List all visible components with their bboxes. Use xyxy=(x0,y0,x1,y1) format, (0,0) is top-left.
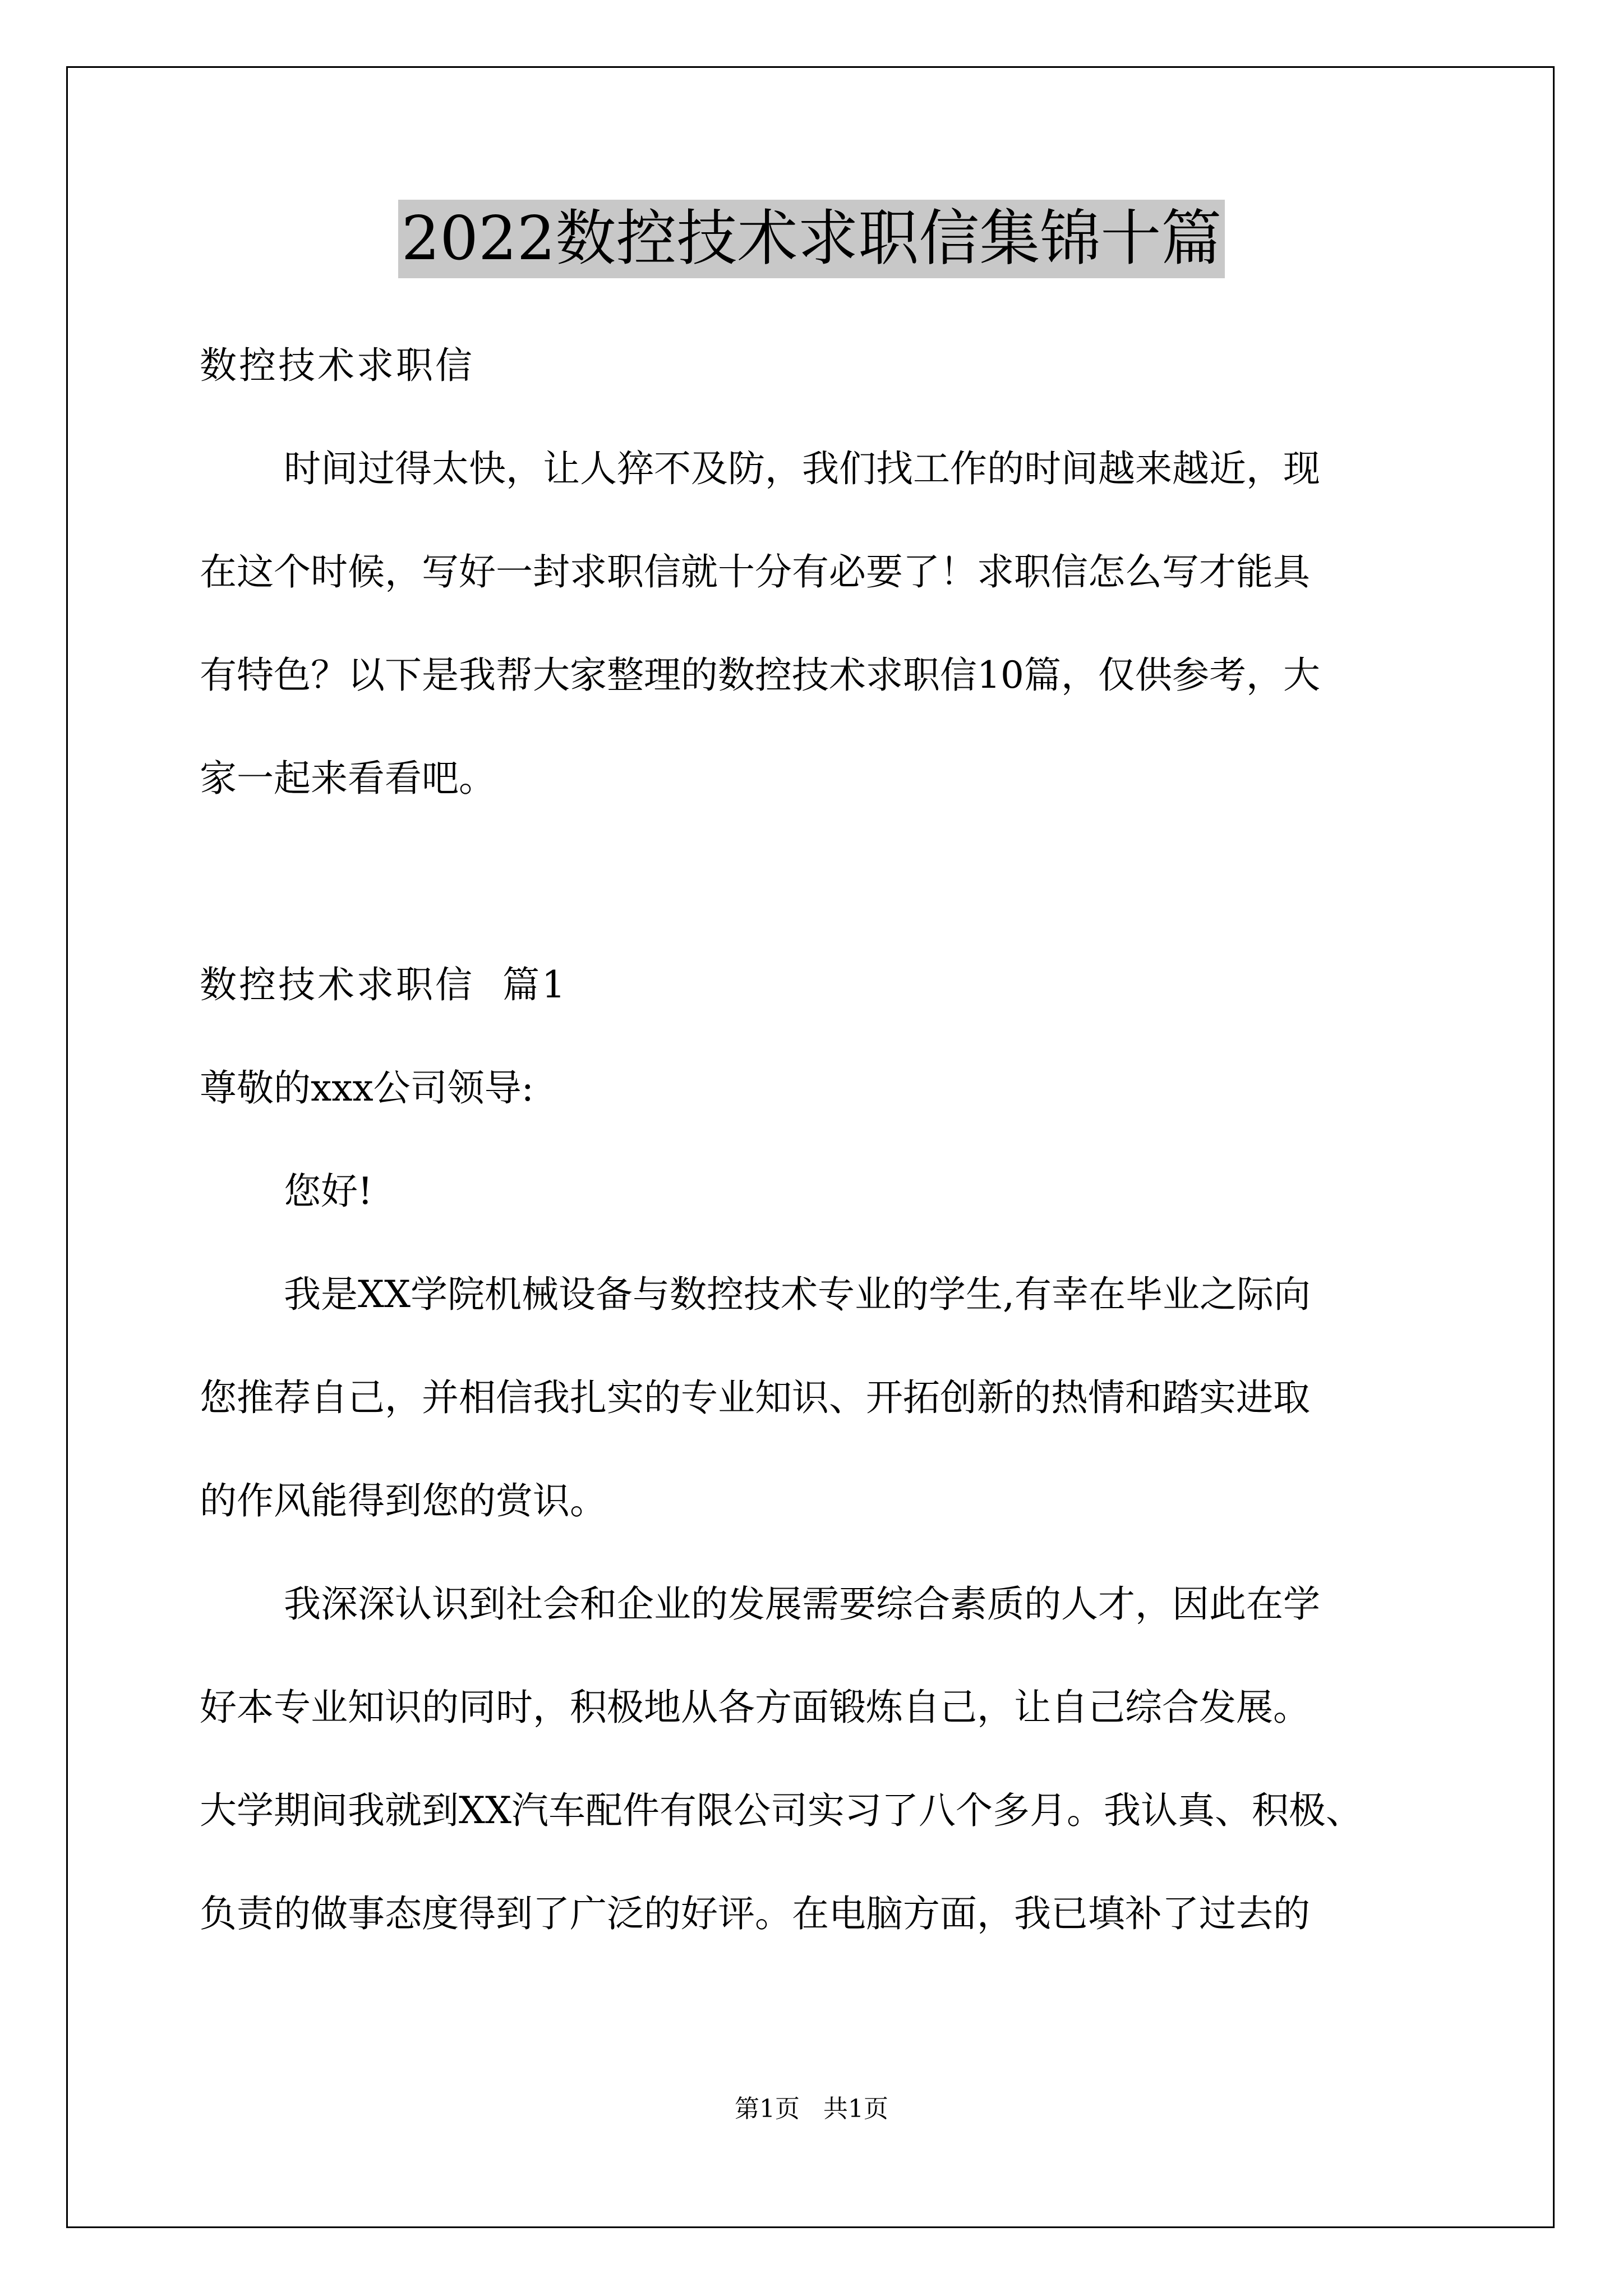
para2-line-4: 负责的做事态度得到了广泛的好评。在电脑方面，我已填补了过去的 xyxy=(200,1892,1310,1935)
page-footer: 第1页 共1页 xyxy=(735,2095,888,2123)
intro-line-2: 在这个时候，写好一封求职信就十分有必要了！求职信怎么写才能具 xyxy=(200,550,1310,593)
intro-line-1: 时间过得太快，让人猝不及防，我们找工作的时间越来越近，现 xyxy=(284,447,1320,490)
para2-line-3: 大学期间我就到XX汽车配件有限公司实习了八个多月。我认真、积极、 xyxy=(200,1789,1363,1832)
para2-line-2: 好本专业知识的同时，积极地从各方面锻炼自己，让自己综合发展。 xyxy=(200,1686,1310,1729)
para2-line-1: 我深深认识到社会和企业的发展需要综合素质的人才，因此在学 xyxy=(284,1582,1320,1626)
para1-line-3: 的作风能得到您的赏识。 xyxy=(200,1479,607,1522)
intro-line-3: 有特色？以下是我帮大家整理的数控技术求职信10篇，仅供参考，大 xyxy=(200,654,1320,697)
section-heading: 数控技术求职信 篇1 xyxy=(200,963,568,1006)
spacer xyxy=(200,830,1433,933)
para1-line-1: 我是XX学院机械设备与数控技术专业的学生,有幸在毕业之际向 xyxy=(284,1273,1311,1316)
intro-heading: 数控技术求职信 xyxy=(200,344,474,387)
title-container xyxy=(0,200,1623,278)
intro-line-4: 家一起来看看吧。 xyxy=(200,757,496,800)
salutation: 尊敬的xxx公司领导: xyxy=(200,1066,534,1110)
para1-line-2: 您推荐自己，并相信我扎实的专业知识、开拓创新的热情和踏实进取 xyxy=(200,1376,1310,1419)
document-body xyxy=(200,314,1433,1966)
document-title: 2022数控技术求职信集锦十篇 xyxy=(398,200,1225,278)
greeting: 您好! xyxy=(284,1170,373,1213)
